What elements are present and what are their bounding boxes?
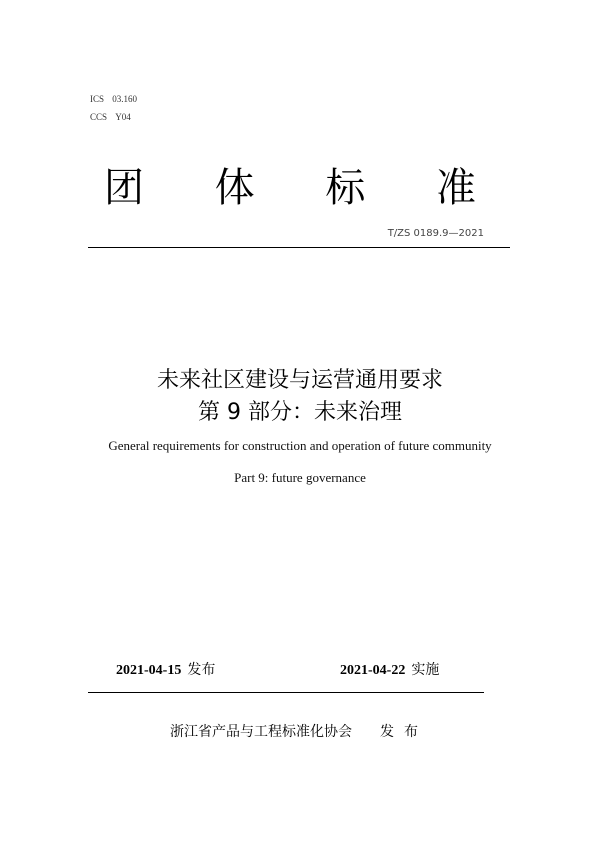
top-divider xyxy=(88,247,510,248)
standard-type-char: 标 xyxy=(325,165,366,211)
standard-number: T/ZS 0189.9—2021 xyxy=(387,228,484,239)
ics-code xyxy=(90,90,137,108)
issuer-name: 浙江省产品与工程标准化协会 xyxy=(170,724,352,740)
ics-value: 03.160 xyxy=(112,94,138,104)
title-chinese-line-1: 未来社区建设与运营通用要求 xyxy=(156,368,443,393)
classification-codes xyxy=(90,90,137,126)
title-english-line-2: Part 9: future governance xyxy=(234,470,366,485)
issuer-action: 发布 xyxy=(380,724,428,740)
title-english-line-1: General requirements for construction and operation of future community xyxy=(108,438,492,453)
publish-date xyxy=(116,660,215,681)
publish-date-value: 2021-04-15 xyxy=(116,663,182,678)
implement-date-value: 2021-04-22 xyxy=(340,663,406,678)
bottom-divider xyxy=(88,692,484,693)
implement-date xyxy=(340,660,439,681)
ccs-value: Y04 xyxy=(115,112,131,122)
publish-date-label: 发布 xyxy=(187,662,216,678)
standard-type-char: 准 xyxy=(435,165,476,211)
implement-date-label: 实施 xyxy=(411,662,440,678)
standard-type-char: 团 xyxy=(104,165,144,211)
issuing-organization xyxy=(170,722,428,742)
title-chinese-line-2: 第 9 部分：未来治理 xyxy=(198,400,402,425)
ccs-code xyxy=(90,108,137,126)
ccs-label: CCS xyxy=(90,112,108,122)
ics-label: ICS xyxy=(90,94,105,104)
standard-type-heading xyxy=(104,160,476,216)
standard-type-char: 体 xyxy=(214,165,255,211)
